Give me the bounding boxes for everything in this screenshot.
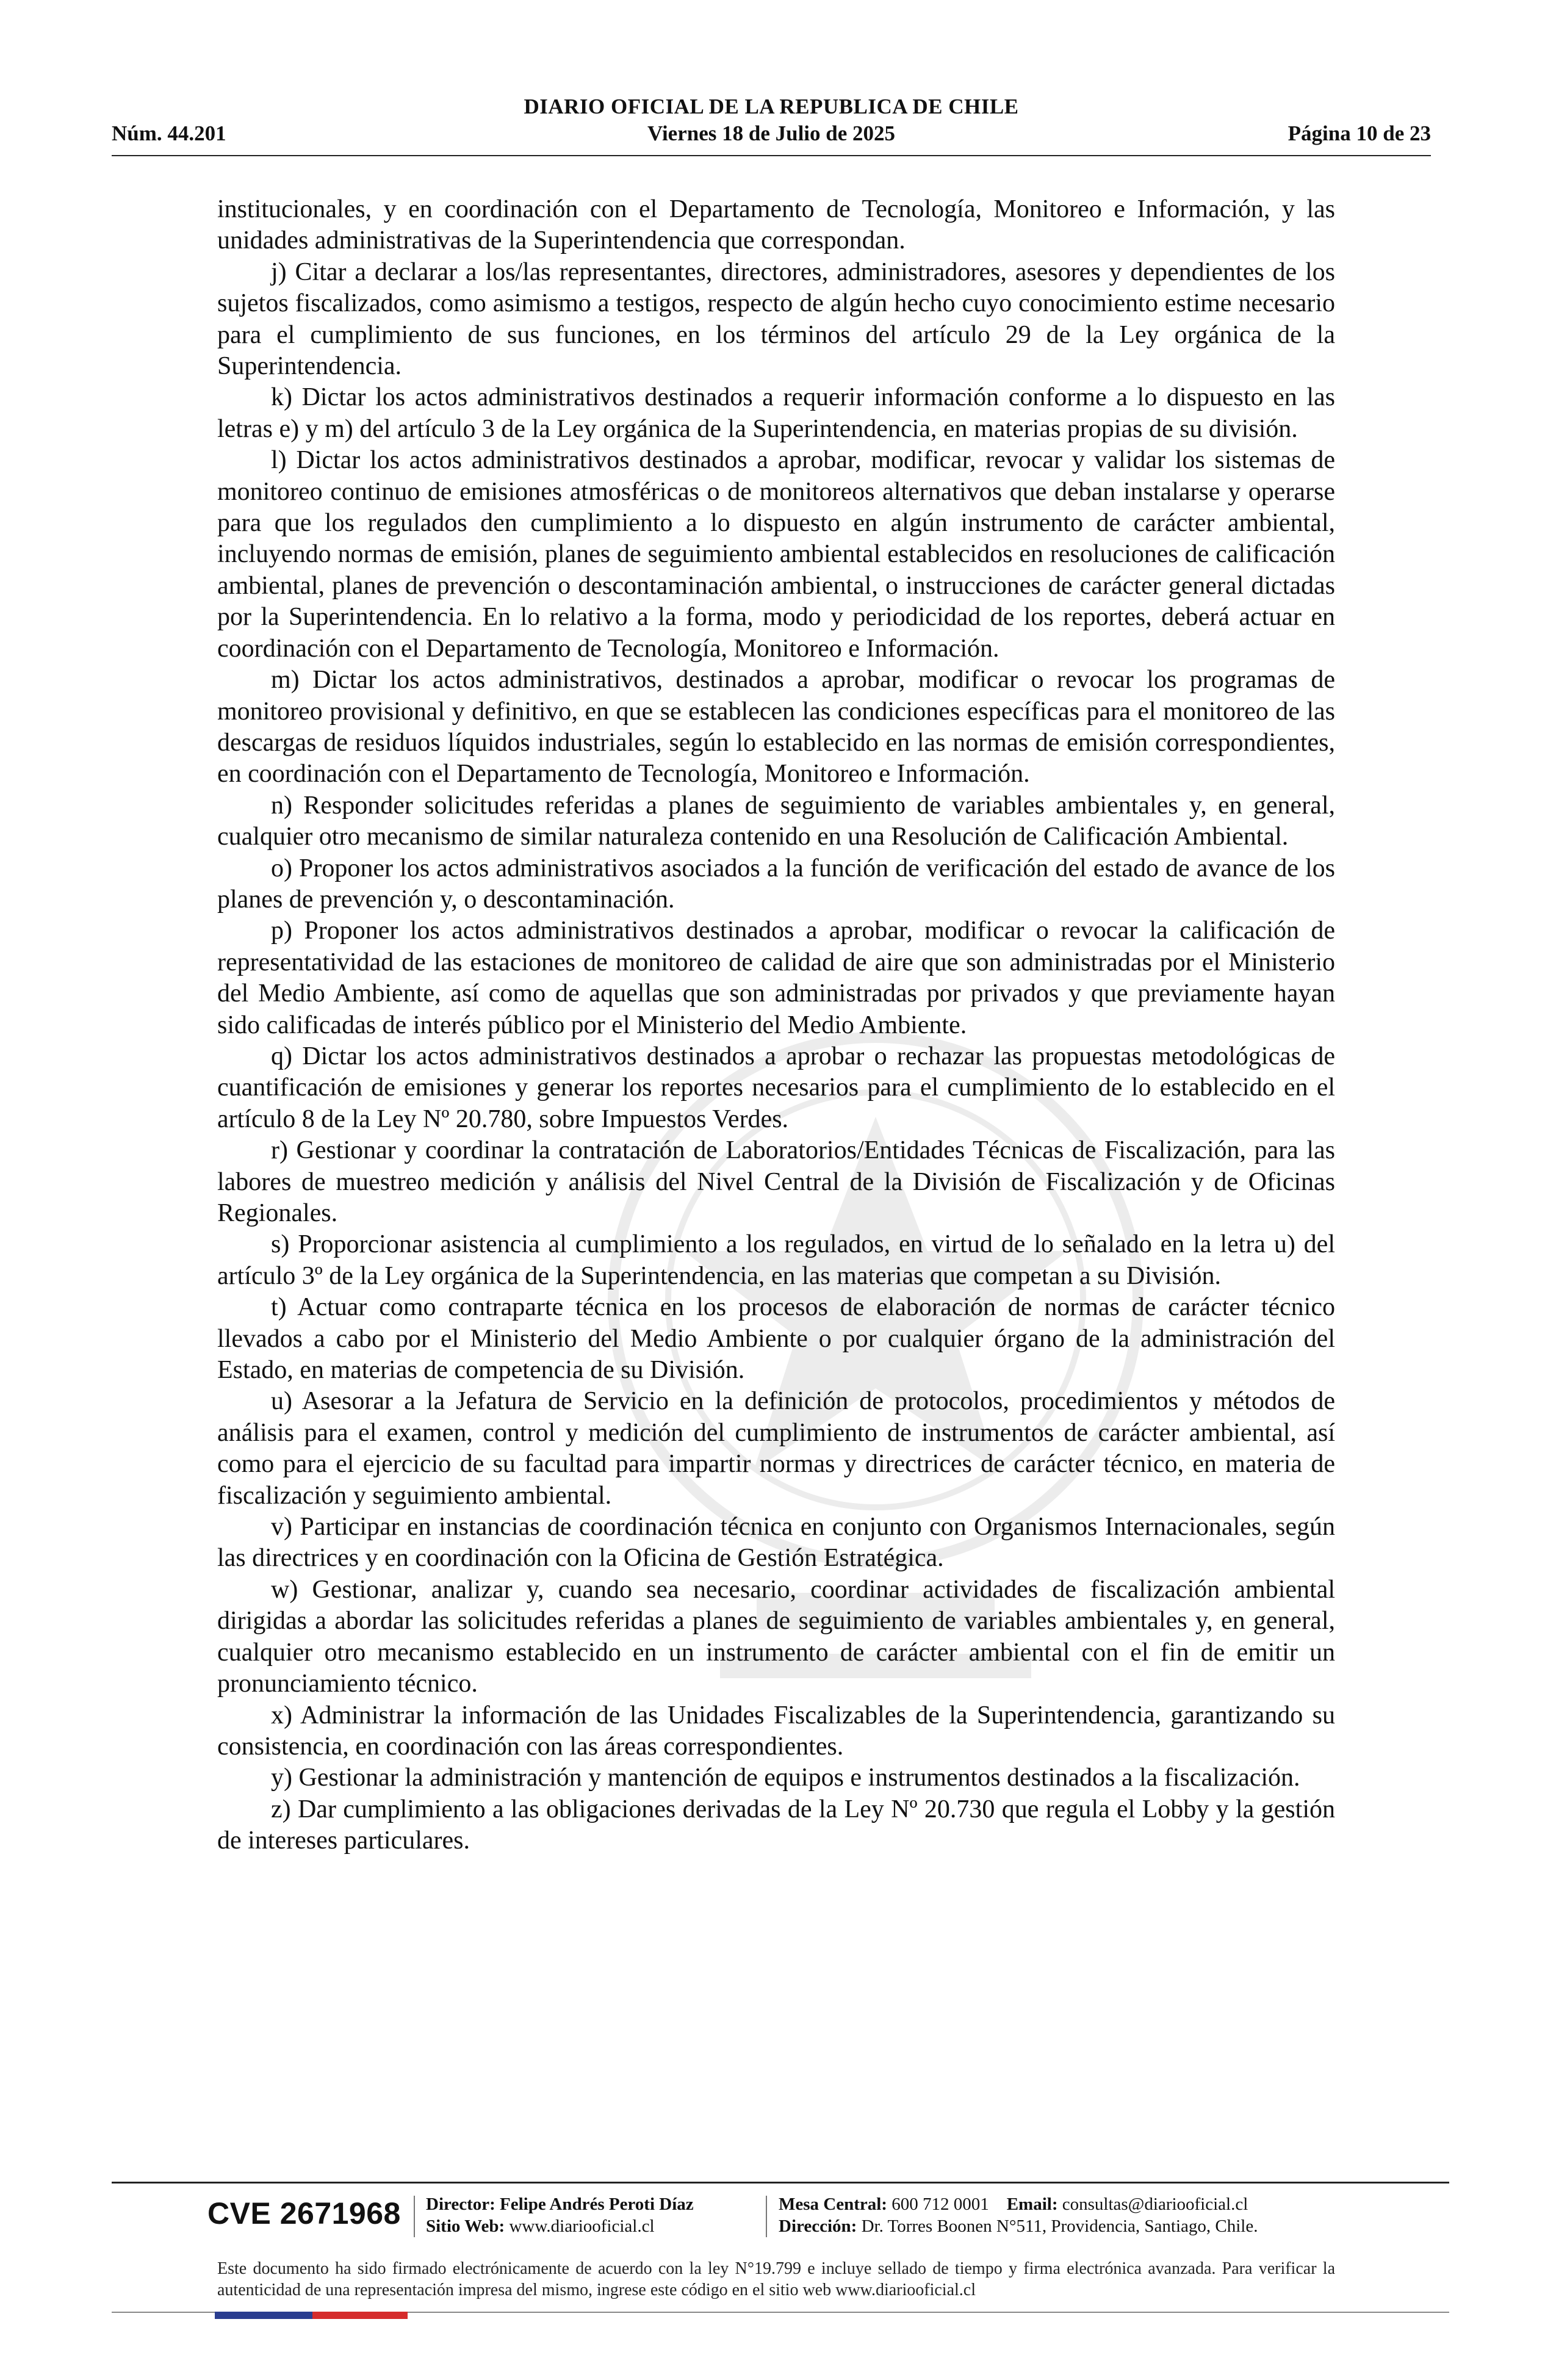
document-body <box>217 194 1335 1857</box>
footer-separator <box>766 2196 767 2237</box>
newspaper-title: DIARIO OFICIAL DE LA REPUBLICA DE CHILE <box>524 95 1019 118</box>
paragraph: t) Actuar como contraparte técnica en los procesos de elaboración de normas de carácter técnico llevados a cabo por el Ministerio del Medio Ambiente o por cualquier órgano de la administración del Estado, en materias de competencia de su División. <box>217 1293 1335 1385</box>
address-label: Dirección: <box>779 2216 857 2236</box>
signature-note: Este documento ha sido firmado electrónicamente de acuerdo con la ley N°19.799 e incluye sellado de tiempo y firma electrónica avanzada. Para verificar la autenticidad de una representación impresa del mismo, ingrese este código en el sitio web www.diariooficial.cl <box>217 2259 1335 2299</box>
page-header <box>112 95 1431 156</box>
cve-code: CVE 2671968 <box>207 2196 401 2230</box>
page-number: Página 10 de 23 <box>1288 121 1431 145</box>
paragraph: y) Gestionar la administración y mantención de equipos e instrumentos destinados a la fiscalización. <box>271 1764 1300 1792</box>
flag-red-stripe <box>312 2312 408 2319</box>
paragraph: x) Administrar la información de las Unidades Fiscalizables de la Superintendencia, garantizando su consistencia, en coordinación con las áreas correspondientes. <box>217 1701 1335 1761</box>
paragraph: l) Dictar los actos administrativos destinados a aprobar, modificar, revocar y validar los sistemas de monitoreo continuo de emisiones atmosféricas o de monitoreos alternativos que deban instalarse y operarse para que los regulados den cumplimiento a lo dispuesto en algún instrumento de carácter ambiental, incluyendo normas de emisión, planes de seguimiento ambiental establecidos en resoluciones de calificación ambiental, planes de prevención o descontaminación ambiental, o instrucciones de carácter general dictadas por la Superintendencia. En lo relativo a la forma, modo y periodicidad de los reportes, deberá actuar en coordinación con el Departamento de Tecnología, Monitoreo e Información. <box>217 446 1335 663</box>
flag-blue-stripe <box>215 2312 312 2319</box>
paragraph: s) Proporcionar asistencia al cumplimiento a los regulados, en virtud de lo señalado en la letra u) del artículo 3º de la Ley orgánica de la Superintendencia, en las materias que competan a su División. <box>217 1230 1335 1290</box>
paragraph: v) Participar en instancias de coordinación técnica en conjunto con Organismos Internacionales, según las directrices y en coordinación con la Oficina de Gestión Estratégica. <box>217 1513 1335 1573</box>
issue-date: Viernes 18 de Julio de 2025 <box>647 121 896 145</box>
web-label: Sitio Web: <box>426 2216 505 2236</box>
footer-contact-block <box>779 2193 1258 2237</box>
mesa-label: Mesa Central: <box>779 2194 887 2214</box>
paragraph: z) Dar cumplimiento a las obligaciones derivadas de la Ley Nº 20.730 que regula el Lobby y la gestión de intereses particulares. <box>217 1795 1335 1855</box>
email-label: Email: <box>1006 2194 1058 2214</box>
paragraph: o) Proponer los actos administrativos asociados a la función de verificación del estado de avance de los planes de prevención y, o descontaminación. <box>217 854 1335 914</box>
paragraph: j) Citar a declarar a los/las representantes, directores, administradores, asesores y dependientes de los sujetos fiscalizados, como asimismo a testigos, respecto de algún hecho cuyo conocimiento estime necesario para el cumplimiento de sus funciones, en los términos del artículo 29 de la Ley orgánica de la Superintendencia. <box>217 258 1335 381</box>
header-divider <box>112 155 1431 156</box>
director-name: Felipe Andrés Peroti Díaz <box>500 2194 694 2214</box>
paragraph: m) Dictar los actos administrativos, destinados a aprobar, modificar o revocar los programas de monitoreo provisional y definitivo, en que se establecen las condiciones específicas para el monitoreo de las descargas de residuos líquidos industriales, según lo establecido en las normas de emisión correspondientes, en coordinación con el Departamento de Tecnología, Monitoreo e Información. <box>217 666 1335 788</box>
director-label: Director: <box>426 2194 495 2214</box>
web-link[interactable]: www.diariooficial.cl <box>509 2216 655 2236</box>
page-footer <box>207 2191 1342 2240</box>
issue-number: Núm. 44.201 <box>112 121 226 145</box>
paragraph: r) Gestionar y coordinar la contratación de Laboratorios/Entidades Técnicas de Fiscalización, para las labores de muestreo medición y análisis del Nivel Central de la División de Fiscalización y de Oficinas Regionales. <box>217 1136 1335 1227</box>
email-link[interactable]: consultas@diariooficial.cl <box>1062 2194 1248 2214</box>
paragraph: k) Dictar los actos administrativos destinados a requerir información conforme a lo dispuesto en las letras e) y m) del artículo 3 de la Ley orgánica de la Superintendencia, en materias propias de su división. <box>217 383 1335 443</box>
paragraph: n) Responder solicitudes referidas a planes de seguimiento de variables ambientales y, en general, cualquier otro mecanismo de similar naturaleza contenido en una Resolución de Calificación Ambiental. <box>217 791 1335 851</box>
paragraph: p) Proponer los actos administrativos destinados a aprobar, modificar o revocar la calificación de representatividad de las estaciones de monitoreo de calidad de aire que son administradas por el Ministerio del Medio Ambiente, así como de aquellas que son administradas por privados y que previamente hayan sido calificadas de interés público por el Ministerio del Medio Ambiente. <box>217 917 1335 1039</box>
footer-director-block <box>426 2193 694 2237</box>
paragraph: w) Gestionar, analizar y, cuando sea necesario, coordinar actividades de fiscalización ambiental dirigidas a abordar las solicitudes referidas a planes de seguimiento de variables ambientales y, en general, cualquier otro mecanismo establecido en un instrumento de carácter ambiental con el fin de emitir un pronunciamiento técnico. <box>217 1575 1335 1698</box>
paragraph: u) Asesorar a la Jefatura de Servicio en la definición de protocolos, procedimientos y métodos de análisis para el examen, control y medición del cumplimiento de instrumentos de carácter ambiental, así como para el ejercicio de su facultad para impartir normas y directrices de carácter técnico, en materia de fiscalización y seguimiento ambiental. <box>217 1387 1335 1510</box>
paragraph: q) Dictar los actos administrativos destinados a aprobar o rechazar las propuestas metodológicas de cuantificación de emisiones y generar los reportes necesarios para el cumplimiento de lo establecido en el artículo 8 de la Ley Nº 20.780, sobre Impuestos Verdes. <box>217 1042 1335 1133</box>
footer-separator <box>414 2196 415 2237</box>
mesa-phone: 600 712 0001 <box>891 2194 989 2214</box>
paragraph: institucionales, y en coordinación con el Departamento de Tecnología, Monitoreo e Información, y las unidades administrativas de la Superintendencia que correspondan. <box>217 195 1335 255</box>
footer-divider-top <box>112 2182 1449 2183</box>
address-value: Dr. Torres Boonen N°511, Providencia, Santiago, Chile. <box>861 2216 1258 2236</box>
